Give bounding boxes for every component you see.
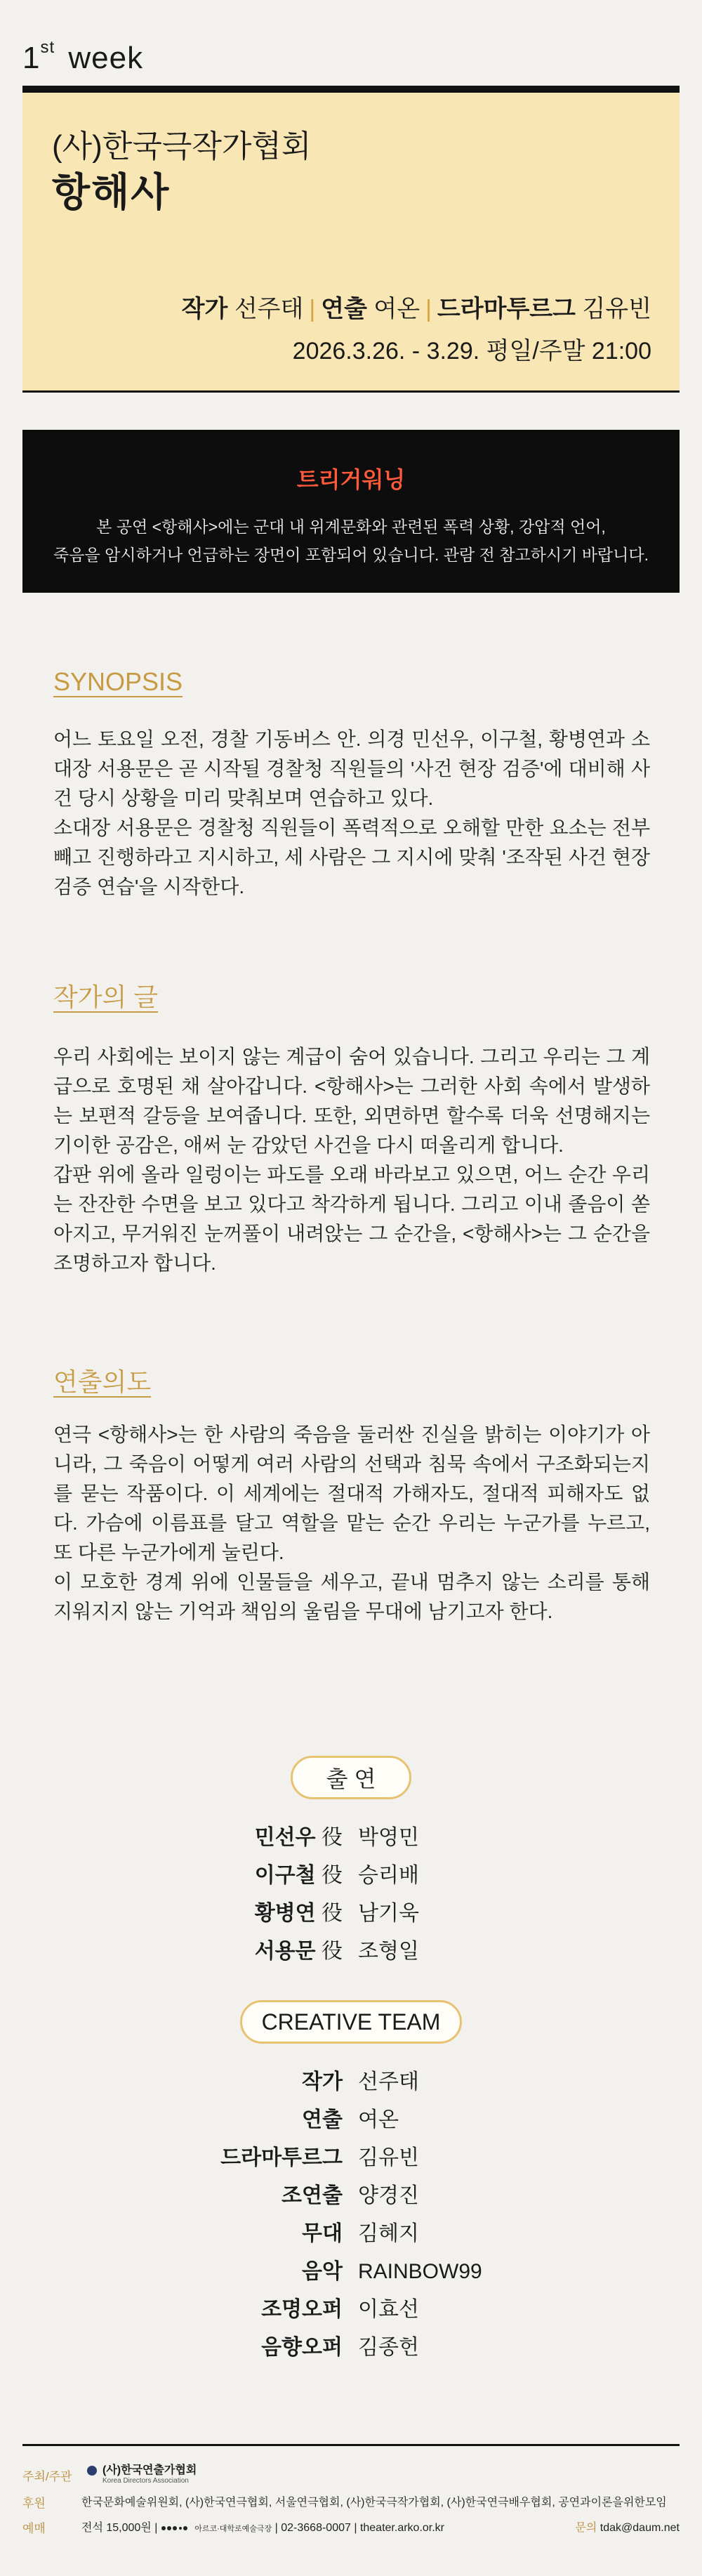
- host-logo-icon: [87, 2466, 97, 2476]
- creative-team-heading: CREATIVE TEAM: [240, 2000, 462, 2044]
- creative-row: 드라마투르그 김유빈: [220, 2146, 419, 2169]
- contact-label: 문의: [575, 2522, 597, 2534]
- dramaturg-name: 김유빈: [582, 296, 651, 322]
- contact-email[interactable]: tdak@daum.net: [600, 2522, 680, 2534]
- cast-row: 서용문 役 조형일: [254, 1940, 419, 1963]
- contact-info: [575, 2518, 680, 2535]
- cast-row: 이구철 役 승리배: [254, 1864, 419, 1887]
- writer-name: 선주태: [234, 296, 304, 322]
- host-label: 주최/주관: [22, 2470, 72, 2483]
- synopsis-heading: SYNOPSIS: [53, 667, 183, 696]
- week-text: week: [68, 41, 144, 75]
- header-box: [22, 93, 680, 390]
- creative-team-list: [0, 2063, 702, 2367]
- ticket-phone[interactable]: 02-3668-0007: [281, 2522, 351, 2534]
- synopsis-body: 어느 토요일 오전, 경찰 기동버스 안. 의경 민선우, 이구철, 황병연과 소대장 서용문은 곧 시작될 경찰청 직원들의 '사건 현장 검증'에 대비해 사건 당시 상황을 미리 맞춰보며 연습하고 있다. 소대장 서용문은 경찰청 직원들이 폭력적으로 오해할 만한 요소는 전부 빼고 진행하라고 지시하고, 세 사람은 그 지시에 맞춰 '조작된 사건 현장 검증 연습'을 시작한다.: [53, 728, 650, 898]
- week-label: [22, 38, 144, 76]
- performance-dates: 2026.3.26. - 3.29. 평일/주말 21:00: [292, 338, 651, 364]
- cast-heading: 출 연: [291, 1756, 411, 1799]
- director-note-heading: 연출의도: [53, 1367, 152, 1396]
- play-title: 항해사: [52, 170, 171, 214]
- cast-row: 민선우 役 박영민: [254, 1826, 419, 1849]
- trigger-warning-title: 트리거워닝: [296, 467, 406, 492]
- creative-row: 조명오퍼 이효선: [261, 2298, 419, 2321]
- creative-row: 작가 선주태: [302, 2070, 419, 2094]
- host-name-en: Korea Directors Association: [102, 2477, 189, 2485]
- arko-name: 아르코·대학로예술극장: [194, 2525, 272, 2533]
- ticket-site[interactable]: theater.arko.or.kr: [359, 2522, 444, 2534]
- trigger-warning-box: [22, 430, 680, 593]
- footer-rule: [22, 2444, 680, 2446]
- director-name: 여온: [373, 296, 420, 322]
- week-number: 1st: [22, 38, 55, 75]
- creative-row: 무대 김혜지: [302, 2222, 419, 2245]
- writer-note-body: 우리 사회에는 보이지 않는 계급이 숨어 있습니다. 그리고 우리는 그 계급으로 호명된 채 살아갑니다. <항해사>는 그러한 사회 속에서 발생하는 보편적 갈등을 보여줍니다. 또한, 외면하면 할수록 더욱 선명해지는 기이한 공감은, 애써 눈 감았던 사건을 다시 떠올리게 합니다. 갑판 위에 올라 일렁이는 파도를 오래 바라보고 있으면, 어느 순간 우리는 잔잔한 수면을 보고 있다고 착각하게 됩니다. 그리고 이내 졸음이 쏟아지고, 무거워진 눈꺼풀이 내려앉는 그 순간을, <항해사>는 그 순간을 조명하고자 합니다.: [53, 1046, 650, 1274]
- credits-line: 작가 선주태 | 연출 여온 | 드라마투르그 김유빈: [181, 296, 651, 322]
- ticket-price: 전석 15,000원: [81, 2522, 152, 2534]
- creative-row: 음악 RAINBOW99: [302, 2260, 482, 2283]
- dramaturg-label: 드라마투르그: [437, 296, 576, 322]
- ticket-info: 전석 15,000원 | 아르코·대학로예술극장 | 02-3668-0007 | theater.arko.or.kr: [81, 2522, 444, 2534]
- creative-row: 연출 여온: [302, 2108, 399, 2131]
- company-name: (사)한국극작가협회: [52, 129, 312, 164]
- creative-row: 조연출 양경진: [282, 2184, 419, 2207]
- header-top-rule: [22, 86, 680, 93]
- writer-label: 작가: [181, 296, 228, 322]
- header-bottom-rule: [22, 390, 680, 393]
- director-note-body: 연극 <항해사>는 한 사람의 죽음을 둘러싼 진실을 밝히는 이야기가 아니라, 그 죽음이 어떻게 여러 사람의 선택과 침묵 속에서 구조화되는지를 묻는 작품이다. 이 세계에는 절대적 가해자도, 절대적 피해자도 없다. 가슴에 이름표를 달고 역할을 맡는 순간 우리는 누군가를 누르고, 또 다른 누군가에게 눌린다. 이 모호한 경계 위에 인물들을 세우고, 끝내 멈추지 않는 소리를 통해 지워지지 않는 기억과 책임의 울림을 무대에 남기고자 한다.: [53, 1424, 650, 1622]
- host-logo: [87, 2461, 197, 2485]
- ticket-label: 예매: [22, 2522, 46, 2535]
- director-label: 연출: [321, 296, 367, 322]
- creative-row: 음향오퍼 김종헌: [261, 2336, 419, 2359]
- trigger-warning-text: 본 공연 <항해사>에는 군대 내 위계문화와 관련된 폭력 상황, 강압적 언어, 죽음을 암시하거나 언급하는 장면이 포함되어 있습니다. 관람 전 참고하시기 바랍니다.: [53, 518, 649, 564]
- sponsor-list: 한국문화예술위원회, (사)한국연극협회, 서울연극협회, (사)한국극작가협회, (사)한국연극배우협회, 공연과이론을위한모임: [81, 2497, 667, 2509]
- writer-note-heading: 작가의 글: [53, 983, 159, 1011]
- sponsor-label: 후원: [22, 2497, 46, 2510]
- cast-list: [0, 1819, 702, 1971]
- arko-logo-icon: [161, 2524, 192, 2532]
- cast-row: 황병연 役 남기욱: [254, 1902, 419, 1925]
- host-name: (사)한국연출가협회: [102, 2464, 197, 2476]
